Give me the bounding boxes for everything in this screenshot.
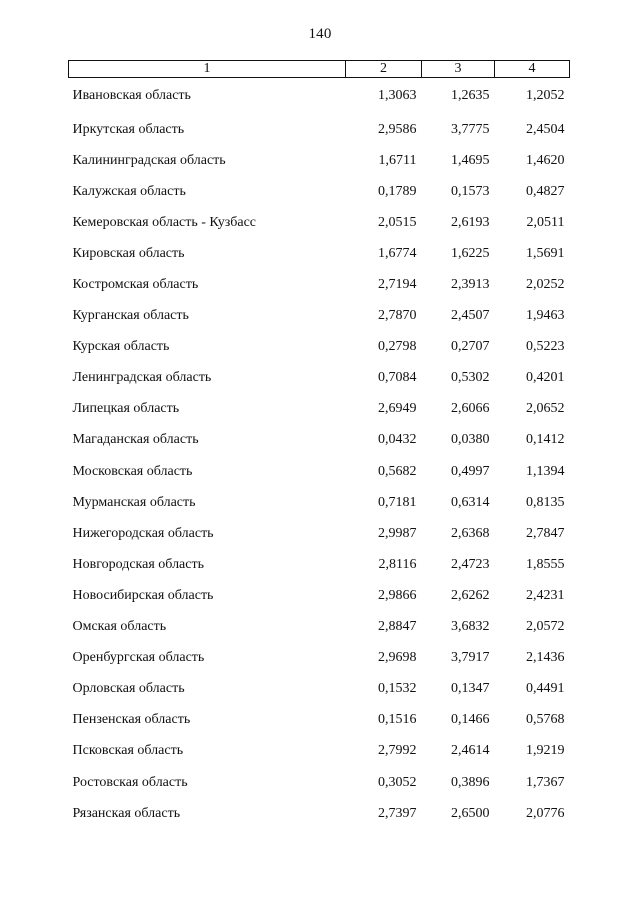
value-cell-col2: 0,1789 xyxy=(378,183,417,199)
value-cell-col3: 2,6368 xyxy=(451,525,490,541)
value-cell-col2: 0,0432 xyxy=(378,432,417,448)
table-row xyxy=(69,518,570,549)
value-cell-col3: 2,4723 xyxy=(451,556,490,572)
table-row xyxy=(69,145,570,176)
table-row xyxy=(69,207,570,238)
value-cell-col3: 2,6066 xyxy=(451,401,490,417)
value-cell-col4: 2,0511 xyxy=(526,214,565,230)
value-cell-col3: 0,1347 xyxy=(451,681,490,697)
value-cell-col2: 2,6949 xyxy=(378,401,417,417)
region-name-cell: Оренбургская область xyxy=(72,650,205,666)
value-cell-col4: 0,4491 xyxy=(526,681,565,697)
value-cell-col3: 0,3896 xyxy=(451,774,490,790)
header-row xyxy=(69,61,570,78)
value-cell-col3: 3,7775 xyxy=(451,121,490,137)
region-name-cell: Мурманская область xyxy=(72,494,196,510)
value-cell-col2: 0,5682 xyxy=(378,463,417,479)
table-row xyxy=(69,269,570,300)
value-cell-col2: 2,7992 xyxy=(378,743,417,759)
table-row xyxy=(69,176,570,207)
region-name-cell: Новгородская область xyxy=(72,556,204,572)
region-name-cell: Магаданская область xyxy=(72,432,199,448)
value-cell-col4: 2,4504 xyxy=(526,121,565,137)
value-cell-col4: 2,0776 xyxy=(526,805,565,821)
table-row xyxy=(69,456,570,487)
value-cell-col3: 0,4997 xyxy=(451,463,490,479)
table-row xyxy=(69,238,570,269)
region-name-cell: Ростовская область xyxy=(72,774,188,790)
value-cell-col2: 0,1516 xyxy=(378,712,417,728)
value-cell-col2: 2,9698 xyxy=(378,650,417,666)
region-name-cell: Калужская область xyxy=(72,183,186,199)
column-header-1: 1 xyxy=(69,61,346,78)
value-cell-col3: 0,1466 xyxy=(451,712,490,728)
value-cell-col2: 1,6774 xyxy=(378,245,417,261)
table-row xyxy=(69,425,570,456)
region-name-cell: Курская область xyxy=(72,339,170,355)
region-name-cell: Липецкая область xyxy=(72,401,180,417)
value-cell-col2: 0,2798 xyxy=(378,339,417,355)
value-cell-col3: 1,2635 xyxy=(451,88,490,103)
table-row xyxy=(69,580,570,611)
value-cell-col3: 1,4695 xyxy=(451,152,490,168)
value-cell-col3: 2,6193 xyxy=(451,214,490,230)
value-cell-col4: 0,1412 xyxy=(526,432,565,448)
value-cell-col3: 0,2707 xyxy=(451,339,490,355)
table-row xyxy=(69,78,570,115)
value-cell-col4: 1,9463 xyxy=(526,308,565,324)
value-cell-col3: 2,3913 xyxy=(451,277,490,293)
value-cell-col2: 2,8116 xyxy=(378,556,417,572)
page-number: 140 xyxy=(308,26,332,42)
table-row xyxy=(69,487,570,518)
value-cell-col2: 0,1532 xyxy=(378,681,417,697)
value-cell-col4: 2,1436 xyxy=(526,650,565,666)
value-cell-col2: 2,7194 xyxy=(378,277,417,293)
region-name-cell: Нижегородская область xyxy=(72,525,214,541)
table-row xyxy=(69,736,570,767)
table-body xyxy=(69,78,570,830)
region-name-cell: Костромская область xyxy=(72,277,199,293)
table-row xyxy=(69,549,570,580)
value-cell-col2: 2,0515 xyxy=(378,214,417,230)
table-row xyxy=(69,394,570,425)
value-cell-col3: 2,6500 xyxy=(451,805,490,821)
value-cell-col3: 2,6262 xyxy=(451,587,490,603)
value-cell-col2: 2,9987 xyxy=(378,525,417,541)
region-name-cell: Ленинградская область xyxy=(72,370,212,386)
value-cell-col4: 1,8555 xyxy=(526,556,565,572)
table-row xyxy=(69,705,570,736)
table-row xyxy=(69,363,570,394)
value-cell-col4: 0,4827 xyxy=(526,183,565,199)
value-cell-col2: 0,3052 xyxy=(378,774,417,790)
value-cell-col3: 0,5302 xyxy=(451,370,490,386)
table-row xyxy=(69,674,570,705)
table-row xyxy=(69,332,570,363)
value-cell-col4: 2,0252 xyxy=(526,277,565,293)
value-cell-col2: 2,9586 xyxy=(378,121,417,137)
table-header xyxy=(69,61,570,78)
region-name-cell: Иркутская область xyxy=(72,121,185,137)
value-cell-col4: 1,2052 xyxy=(526,88,565,103)
table-row xyxy=(69,798,570,829)
region-name-cell: Рязанская область xyxy=(72,805,181,821)
value-cell-col4: 1,5691 xyxy=(526,245,565,261)
value-cell-col4: 0,5768 xyxy=(526,712,565,728)
column-header-3: 3 xyxy=(422,61,495,78)
region-name-cell: Псковская область xyxy=(72,743,184,759)
value-cell-col3: 1,6225 xyxy=(451,245,490,261)
value-cell-col4: 1,4620 xyxy=(526,152,565,168)
value-cell-col2: 0,7181 xyxy=(378,494,417,510)
column-header-4: 4 xyxy=(495,61,570,78)
table-row xyxy=(69,643,570,674)
value-cell-col2: 2,8847 xyxy=(378,619,417,635)
value-cell-col3: 0,0380 xyxy=(451,432,490,448)
value-cell-col4: 1,9219 xyxy=(526,743,565,759)
region-name-cell: Пензенская область xyxy=(72,712,191,728)
value-cell-col4: 1,7367 xyxy=(526,774,565,790)
region-name-cell: Калининградская область xyxy=(72,152,226,168)
value-cell-col2: 1,3063 xyxy=(378,88,417,103)
table-row xyxy=(69,767,570,798)
value-cell-col4: 2,0572 xyxy=(526,619,565,635)
value-cell-col3: 3,7917 xyxy=(451,650,490,666)
region-name-cell: Орловская область xyxy=(72,681,185,697)
region-name-cell: Курганская область xyxy=(72,308,189,324)
region-name-cell: Ивановская область xyxy=(72,88,191,103)
regional-coefficients-table xyxy=(68,60,570,829)
value-cell-col3: 0,6314 xyxy=(451,494,490,510)
value-cell-col3: 2,4507 xyxy=(451,308,490,324)
value-cell-col4: 1,1394 xyxy=(526,463,565,479)
value-cell-col3: 0,1573 xyxy=(451,183,490,199)
value-cell-col4: 0,4201 xyxy=(526,370,565,386)
column-header-2: 2 xyxy=(346,61,422,78)
value-cell-col2: 2,9866 xyxy=(378,587,417,603)
region-name-cell: Кемеровская область - Кузбасс xyxy=(72,214,257,230)
value-cell-col2: 2,7870 xyxy=(378,308,417,324)
value-cell-col4: 0,8135 xyxy=(526,494,565,510)
table-row xyxy=(69,612,570,643)
value-cell-col2: 0,7084 xyxy=(378,370,417,386)
value-cell-col2: 2,7397 xyxy=(378,805,417,821)
value-cell-col3: 3,6832 xyxy=(451,619,490,635)
value-cell-col4: 2,4231 xyxy=(526,587,565,603)
region-name-cell: Новосибирская область xyxy=(72,587,214,603)
region-name-cell: Омская область xyxy=(72,619,167,635)
value-cell-col4: 0,5223 xyxy=(526,339,565,355)
table-row xyxy=(69,114,570,145)
value-cell-col4: 2,7847 xyxy=(526,525,565,541)
region-name-cell: Московская область xyxy=(72,463,193,479)
table-row xyxy=(69,301,570,332)
value-cell-col2: 1,6711 xyxy=(378,152,417,168)
value-cell-col3: 2,4614 xyxy=(451,743,490,759)
value-cell-col4: 2,0652 xyxy=(526,401,565,417)
region-name-cell: Кировская область xyxy=(72,245,185,261)
